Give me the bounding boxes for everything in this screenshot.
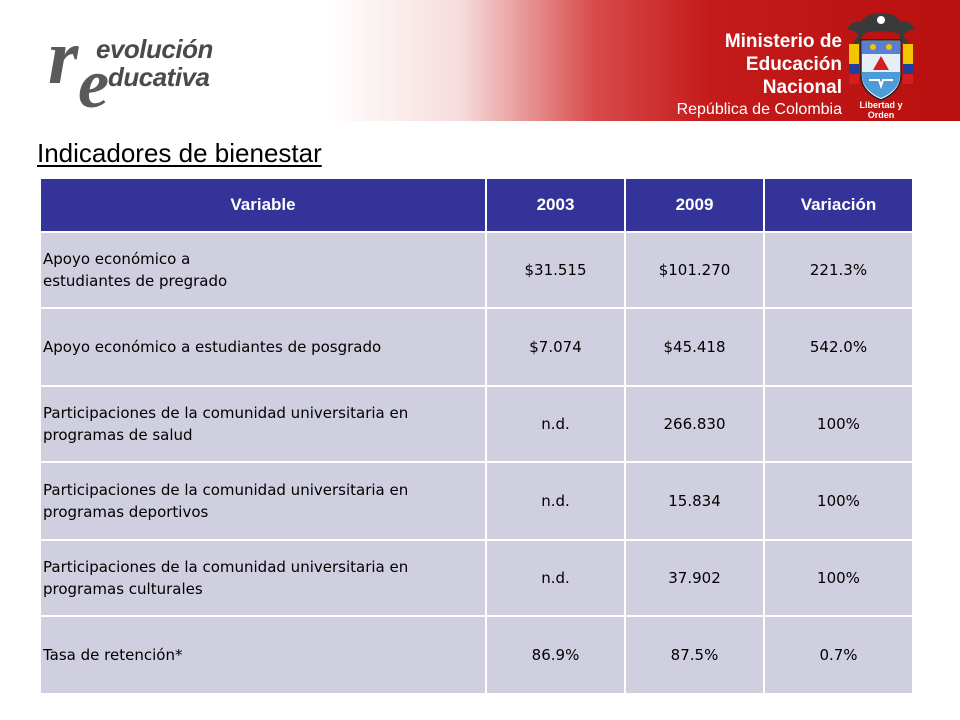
logo-word-revolucion: evolución	[96, 34, 213, 64]
cell-2009: 37.902	[625, 540, 764, 616]
cell-variacion: 0.7%	[764, 616, 912, 693]
column-header-variacion: Variación	[764, 179, 912, 232]
colombia-coat-of-arms-icon	[843, 10, 919, 114]
cell-variable: Tasa de retención*	[41, 616, 486, 693]
table-header-row	[41, 179, 912, 232]
cell-variable: Participaciones de la comunidad universitaria en programas de salud	[41, 386, 486, 462]
logo-letter-r: r	[48, 13, 79, 100]
ministry-line-3: República de Colombia	[676, 101, 842, 118]
crest-motto: Libertad y Orden	[859, 100, 903, 120]
cell-2009: $45.418	[625, 308, 764, 386]
column-header-variable: Variable	[41, 179, 486, 232]
cell-2009: 266.830	[625, 386, 764, 462]
cell-variable-line-1: Apoyo económico a	[43, 250, 191, 268]
cell-variable: Apoyo económico a estudiantes de posgrado	[41, 308, 486, 386]
cell-variable: Participaciones de la comunidad universitaria en programas deportivos	[41, 462, 486, 540]
table-row	[41, 616, 912, 693]
table-row	[41, 462, 912, 540]
cell-2003: n.d.	[486, 386, 625, 462]
revolucion-educativa-logo	[46, 13, 296, 121]
cell-2003: $7.074	[486, 308, 625, 386]
cell-2009: $101.270	[625, 232, 764, 308]
cell-variacion: 542.0%	[764, 308, 912, 386]
table-row	[41, 308, 912, 386]
cell-2003: $31.515	[486, 232, 625, 308]
page-title: Indicadores de bienestar	[37, 138, 322, 168]
cell-variacion: 100%	[764, 386, 912, 462]
cell-2003: 86.9%	[486, 616, 625, 693]
cell-variacion: 100%	[764, 540, 912, 616]
column-header-2009: 2009	[625, 179, 764, 232]
cell-variable	[41, 232, 486, 308]
table-row	[41, 386, 912, 462]
logo-letter-e: e	[78, 46, 110, 121]
cell-variacion: 100%	[764, 462, 912, 540]
ministry-name	[672, 30, 842, 120]
cell-variable: Participaciones de la comunidad universitaria en programas culturales	[41, 540, 486, 616]
cell-2009: 87.5%	[625, 616, 764, 693]
cell-variacion: 221.3%	[764, 232, 912, 308]
cell-2009: 15.834	[625, 462, 764, 540]
logo-word-educativa: ducativa	[108, 62, 210, 92]
cell-2003: n.d.	[486, 540, 625, 616]
table-row	[41, 232, 912, 308]
table-row	[41, 540, 912, 616]
ministry-line-1: Ministerio de	[724, 31, 842, 52]
ministry-line-2: Educación Nacional	[745, 54, 842, 98]
cell-variable-line-2: estudiantes de pregrado	[43, 272, 228, 290]
column-header-2003: 2003	[486, 179, 625, 232]
header-banner	[0, 0, 960, 121]
indicators-table	[41, 179, 912, 693]
cell-2003: n.d.	[486, 462, 625, 540]
